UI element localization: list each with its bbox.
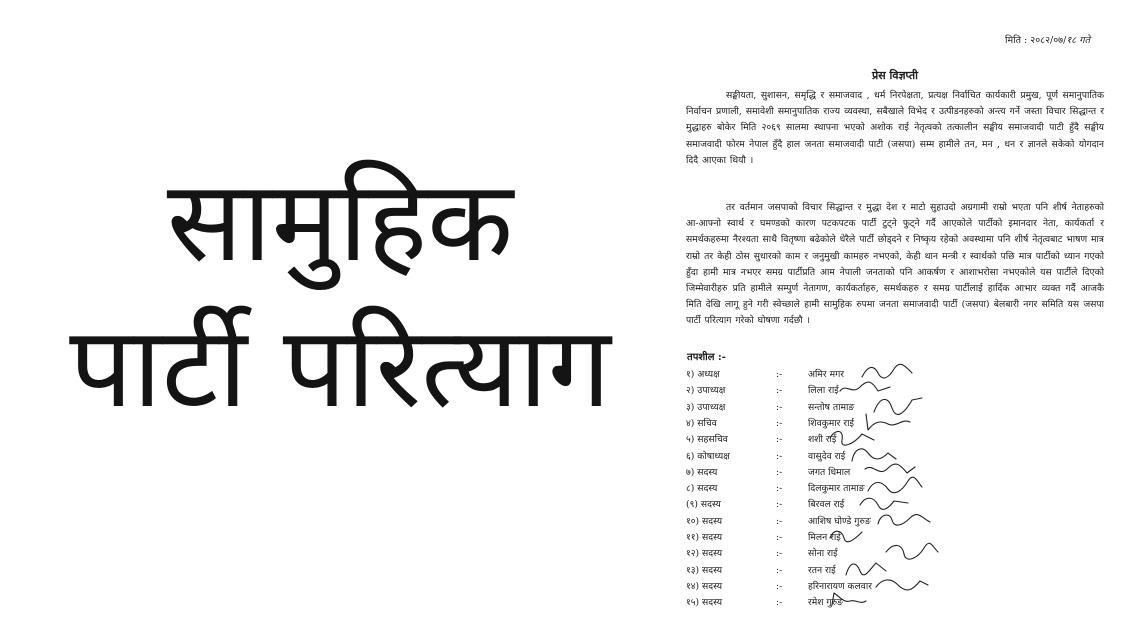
member-post: ५) सहसचिव — [686, 434, 728, 446]
member-post: १२) सदस्य — [686, 548, 723, 560]
headline-line-1: सामुहिक — [166, 157, 514, 287]
member-post: ३) उपाध्यक्ष — [686, 401, 726, 413]
member-separator: :- — [776, 580, 783, 592]
member-name: बिरवल राई — [808, 499, 845, 511]
member-name: मिलन राई — [808, 532, 841, 543]
member-separator: :- — [776, 385, 783, 397]
member-post: ६) कोषाध्यक्ष — [686, 450, 730, 462]
member-post: (९) सदस्य — [686, 499, 721, 511]
handwritten-signature — [826, 589, 884, 611]
member-separator: :- — [776, 417, 783, 429]
handwritten-signature — [824, 524, 882, 546]
member-separator: :- — [776, 466, 783, 478]
member-separator: :- — [776, 450, 783, 462]
member-separator: :- — [776, 564, 783, 576]
member-name: आशिष घोण्डे गुरुङ — [808, 515, 871, 527]
member-post: ४) सचिव — [686, 417, 717, 429]
member-post: ८) सदस्य — [686, 483, 718, 495]
paragraph-2: तर वर्तमान जसपाको विचार सिद्धान्त र मुद्धा देश र माटो सुहाउदो अग्रगामी राम्रो भएता पनि शीर्ष नेताहरुको आ-आफ्नो स्वार्थ र घमण्डको कारण पटकपटक पार्टी टुट्ने फुट्ने गर्दै आएकोले पार्टीको इमानदार नेता, कार्यकर्ता र समर्थकहरुमा नैरश्यता साथै वितृष्णा बढेकोले धेरैले पार्टी छोड्दने र निष्कृय रहेको अवस्थामा पनि शीर्ष नेतृत्वबाट भाषण मात्र राम्रो तर केही ठोस सुधारको काम र जनुमुखी कामहरु नभएको, केही थान मन्त्री र स्वार्थको पछि मात्र पार्टीको ध्यान गएको हुँदा हामी मात्र नभएर समग्र पार्टीप्रति आम नेपाली जनताको पनि आकर्षण र आशाभरोसा नभएकोले यस पार्टीले दिएको जिम्मेवारीहरु प्रति हामीले सम्पुर्ण नेतागण, कार्यकर्ताहरु, समर्थकहरु र समग्र पार्टीलाई हार्दिक आभार व्यक्त गर्दै आजकै मिति देखि लागू हुने गरी स्वेच्छाले हामी सामुहिक रुपमा जनता समाजवादी पार्टी (जसपा) बेलबारी नगर समिति यस जसपा पार्टी परित्याग गरेको घोषणा गर्दछौ । — [686, 202, 1104, 327]
member-row — [686, 595, 1104, 611]
member-separator: :- — [776, 548, 783, 560]
member-row — [686, 416, 1104, 432]
member-name: वासुदेव राई — [808, 450, 846, 462]
member-name: शशी राई — [808, 434, 837, 446]
member-name: अमिर मगर — [808, 369, 844, 380]
date-label: मिति : २०८२/०७/ — [1005, 35, 1067, 46]
member-row — [686, 579, 1104, 595]
member-post: २) उपाध्यक्ष — [686, 385, 726, 397]
member-row — [686, 514, 1104, 530]
headline-line-2: पार्टी परित्याग — [69, 302, 611, 433]
member-separator: :- — [776, 515, 783, 527]
member-post: ११) सदस्य — [686, 532, 723, 543]
member-separator: :- — [776, 597, 783, 609]
press-release-document — [686, 0, 1104, 632]
member-name: दिलकुमार तामाङ — [808, 483, 865, 495]
date-line — [1005, 33, 1090, 49]
paragraph-1: सङ्घीयता, सुशासन, समृद्धि र समाजवाद , धर्म निरपेक्षता, प्रत्यक्ष निर्वाचित कार्यकारी प्रमुख, पूर्ण समानुपातिक निर्वाचन प्रणाली, समावेशी समानुपातिक राज्य व्यवस्था, सबैखाले विभेद र उत्पीडनहरुको अन्त्य गर्ने जस्ता विचार सिद्धान्त र मुद्धाहरु बोकेर मिति २०६९ सालमा स्थापना भएको अशोक राई नेतृत्वको तत्कालीन सङ्घीय समाजवादी पाटी हुँदै सङ्घीय समाजवादी फोरम नेपाल हुँदै हाल जनता समाजवादी पाटी (जसपा) सम्म हामीले तन, मन , धन र ज्ञानले सकेको योगदान दिदै आएका थियौ । — [686, 90, 1104, 166]
member-separator: :- — [776, 483, 783, 495]
member-name: शिवकुमार राई — [808, 417, 854, 429]
member-name: हरिनारायण कलवार — [808, 580, 873, 592]
member-post: ७) सदस्य — [686, 466, 718, 478]
member-name: जगत धिमाल — [808, 466, 851, 478]
member-separator: :- — [776, 369, 783, 380]
member-post: १५) सदस्य — [686, 597, 723, 609]
member-post: १४) सदस्य — [686, 580, 723, 592]
member-separator: :- — [776, 401, 783, 413]
member-separator: :- — [776, 532, 783, 543]
document-title: प्रेस विज्ञप्ती — [871, 69, 919, 82]
member-separator: :- — [776, 434, 783, 446]
member-name: रमेश गुरुङ — [808, 597, 843, 609]
details-label: तपशील :- — [687, 352, 726, 363]
member-separator: :- — [776, 499, 783, 511]
handwritten-signature — [874, 508, 932, 530]
member-post: १) अध्यक्ष — [686, 369, 720, 380]
member-post: १०) सदस्य — [686, 515, 723, 527]
member-name: रतन राई — [808, 564, 836, 576]
member-name: लिला राई — [808, 385, 839, 397]
headline — [20, 150, 660, 441]
member-name: सन्तोष तामाङ — [808, 401, 855, 413]
date-handwritten: १८ गते — [1066, 35, 1090, 46]
member-post: १३) सदस्य — [686, 564, 723, 576]
member-name: सोना राई — [808, 548, 838, 560]
